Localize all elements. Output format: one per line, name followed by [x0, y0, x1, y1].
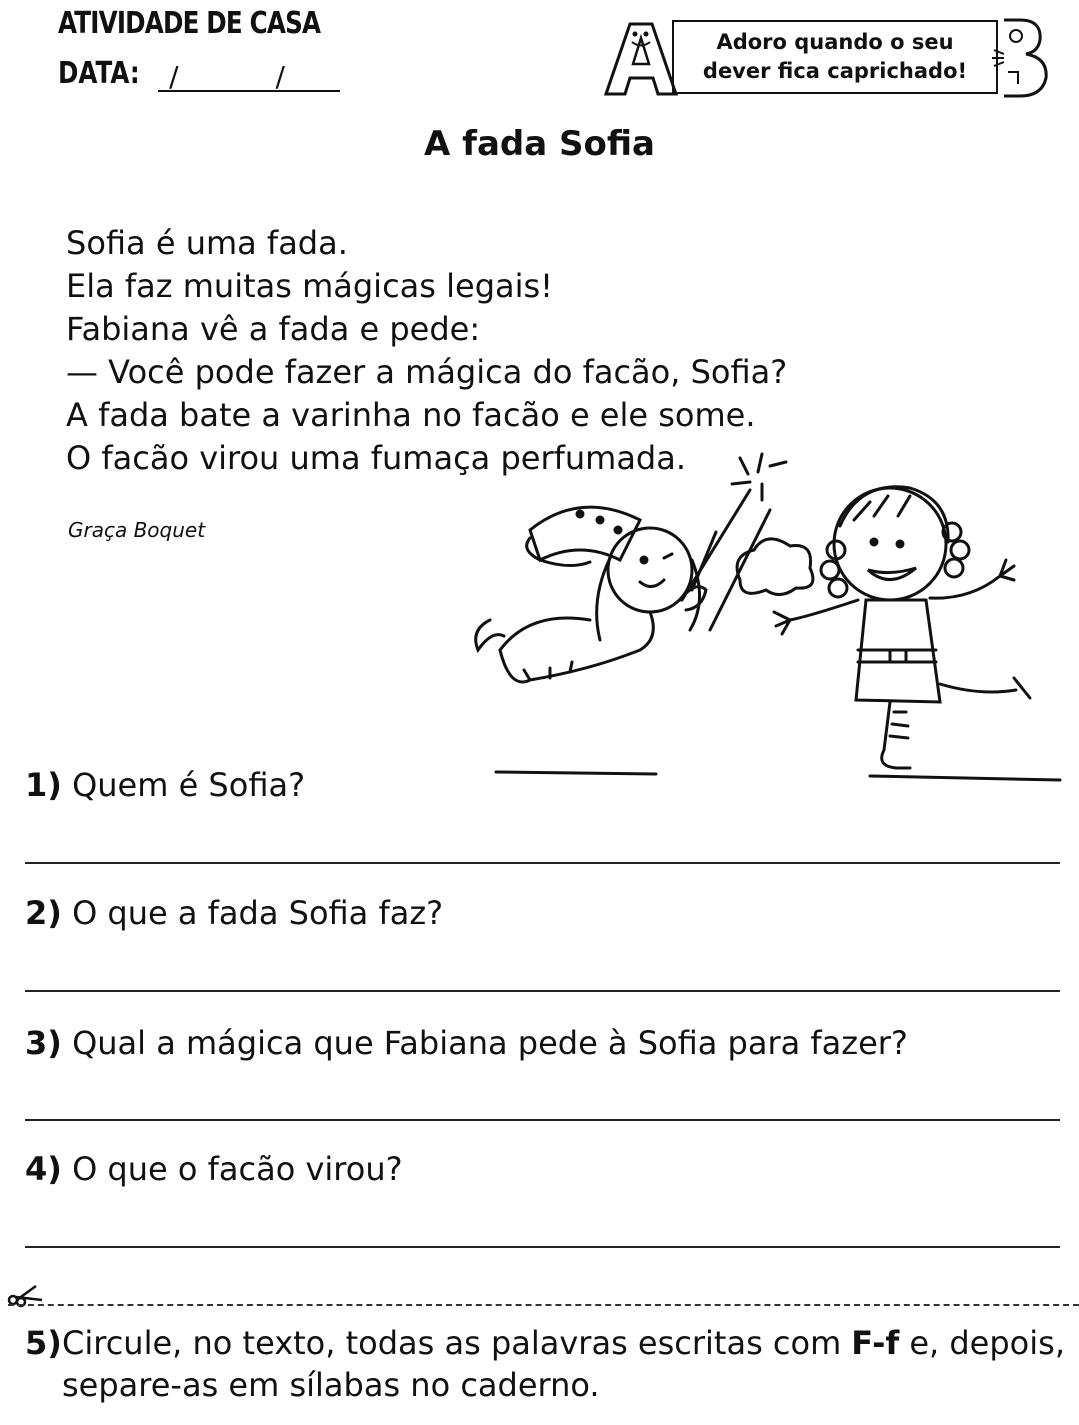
question-text: Quem é Sofia? [72, 766, 306, 804]
q5-part-2: e, depois, [909, 1324, 1065, 1362]
cut-line [8, 1304, 1079, 1306]
slogan-line-1: Adoro quando o seu [716, 30, 954, 54]
question-1 [25, 766, 305, 804]
answer-line-3[interactable] [25, 1119, 1060, 1121]
question-number: 1) [25, 766, 62, 804]
question-number: 4) [25, 1150, 62, 1188]
story-line: O facão virou uma fumaça perfumada. [66, 439, 687, 477]
answer-line-4[interactable] [25, 1246, 1060, 1248]
letter-b-mascot-icon [990, 14, 1054, 100]
q5-highlight: F-f [851, 1324, 900, 1362]
answer-line-2[interactable] [25, 990, 1060, 992]
q5-line-2: separe-as em sílabas no caderno. [62, 1366, 600, 1404]
story-line: A fada bate a varinha no facão e ele some. [66, 396, 756, 434]
fairy-and-girl-illustration-icon [470, 450, 1070, 790]
story-line: — Você pode fazer a mágica do facão, Sofia? [66, 353, 788, 391]
question-number: 3) [25, 1024, 62, 1062]
story-line: Sofia é uma fada. [66, 224, 348, 262]
question-number: 5) [25, 1324, 62, 1362]
answer-line-1[interactable] [25, 862, 1060, 864]
question-4 [25, 1150, 403, 1188]
question-text: O que a fada Sofia faz? [72, 894, 444, 932]
date-label: DATA: [58, 56, 140, 91]
page-title: A fada Sofia [424, 124, 655, 164]
slogan-box [672, 20, 998, 94]
header-title: ATIVIDADE DE CASA [58, 6, 321, 41]
question-text: Qual a mágica que Fabiana pede à Sofia para fazer? [72, 1024, 908, 1062]
question-2 [25, 894, 443, 932]
story-text [66, 222, 787, 480]
question-number: 2) [25, 894, 62, 932]
story-line: Ela faz muitas mágicas legais! [66, 267, 553, 305]
date-field[interactable]: / / [158, 60, 340, 92]
story-line: Fabiana vê a fada e pede: [66, 310, 481, 348]
letter-a-mascot-icon [600, 16, 680, 98]
slogan-line-2: dever fica caprichado! [702, 59, 968, 83]
question-3 [25, 1024, 908, 1062]
question-text: O que o facão virou? [72, 1150, 403, 1188]
author: Graça Boquet [68, 518, 206, 542]
question-5 [25, 1322, 1065, 1406]
q5-part-1: Circule, no texto, todas as palavras escritas com [62, 1324, 842, 1362]
